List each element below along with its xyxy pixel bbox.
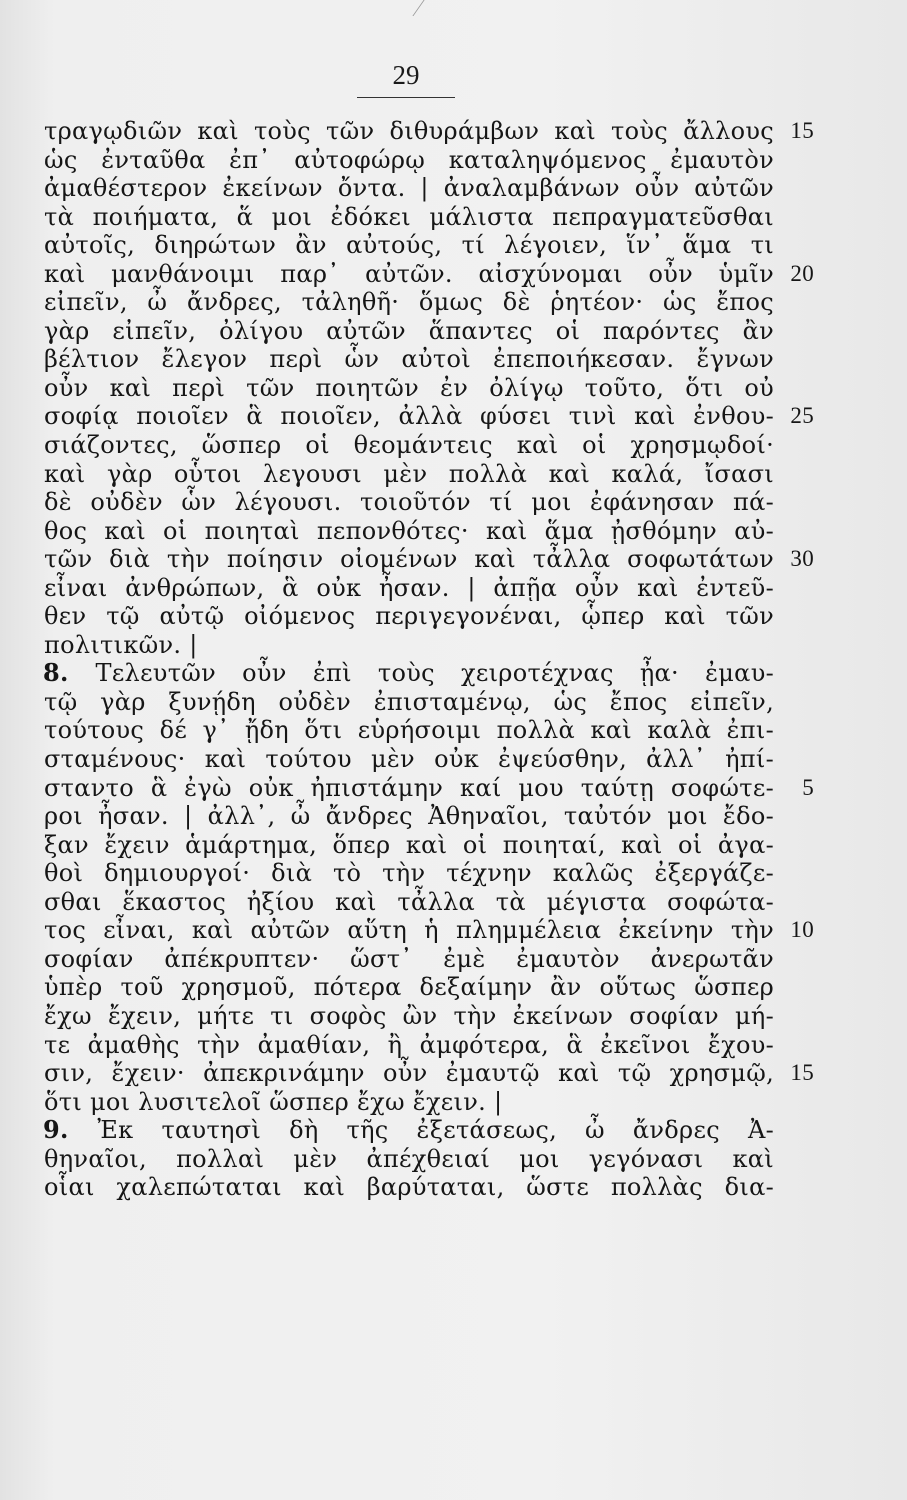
line-text: Ἐκ ταυτησὶ δὴ τῆς ἐξετάσεως, ὦ ἄνδρες Ἀ- xyxy=(97,1116,774,1145)
text-line xyxy=(44,631,814,660)
line-text: αὐτοῖς, διηρώτων ἂν αὐτούς, τί λέγοιεν, ἵν᾽ ἅμα τι xyxy=(44,231,774,260)
text-line xyxy=(44,1145,814,1174)
header-rule xyxy=(357,97,455,98)
text-line xyxy=(44,1002,814,1031)
text-line xyxy=(44,774,814,803)
section-number: 9. xyxy=(43,1115,98,1145)
line-text: σιν, ἔχειν· ἀπεκρινάμην οὖν ἐμαυτῷ καὶ τῷ χρησμῷ, xyxy=(44,1059,774,1088)
line-text: σοφίᾳ ποιοῖεν ἃ ποιοῖεν, ἀλλὰ φύσει τινὶ καὶ ἐνθου- xyxy=(44,402,774,431)
text-line xyxy=(44,916,814,945)
text-line xyxy=(44,288,814,317)
text-line xyxy=(44,659,814,688)
text-line xyxy=(44,1031,814,1060)
text-line xyxy=(44,517,814,546)
text-line xyxy=(44,146,814,175)
text-line xyxy=(44,374,814,403)
line-text: σιάζοντες, ὥσπερ οἱ θεομάντεις καὶ οἱ χρησμῳδοί· xyxy=(44,431,774,460)
text-line xyxy=(44,574,814,603)
line-text: σταμένους· καὶ τούτου μὲν οὐκ ἐψεύσθην, ἀλλ᾽ ἠπί- xyxy=(44,745,774,774)
line-text: ξαν ἔχειν ἁμάρτημα, ὅπερ καὶ οἱ ποιηταί, καὶ οἱ ἀγα- xyxy=(44,830,774,859)
text-line xyxy=(44,345,814,374)
section-number: 8. xyxy=(43,658,96,688)
line-number: 20 xyxy=(790,260,814,286)
page-number: 29 xyxy=(392,60,420,90)
text-line xyxy=(44,1116,814,1145)
line-text: ροι ἦσαν. | ἀλλ᾽, ὦ ἄνδρες Ἀθηναῖοι, ταὐτόν μοι ἔδο- xyxy=(44,802,774,831)
text-line xyxy=(44,745,814,774)
line-text: θοὶ δημιουργοί· διὰ τὸ τὴν τέχνην καλῶς ἐξεργάζε- xyxy=(44,859,774,888)
text-line xyxy=(44,945,814,974)
text-line xyxy=(44,859,814,888)
text-line xyxy=(44,488,814,517)
text-line xyxy=(44,688,814,717)
text-line xyxy=(44,831,814,860)
line-number: 10 xyxy=(790,917,814,943)
text-line xyxy=(44,402,814,431)
text-line xyxy=(44,117,814,146)
text-line xyxy=(44,716,814,745)
line-text: τούτους δέ γ᾽ ᾔδη ὅτι εὑρήσοιμι πολλὰ καὶ καλὰ ἐπι- xyxy=(44,716,774,745)
line-text: σταντο ἃ ἐγὼ οὐκ ἠπιστάμην καί μου ταύτῃ σοφώτε- xyxy=(44,773,774,802)
text-line xyxy=(44,1173,814,1202)
line-number: 5 xyxy=(802,774,814,800)
text-line xyxy=(44,260,814,289)
text-line xyxy=(44,973,814,1002)
line-text: θεν τῷ αὐτῷ οἰόμενος περιγεγονέναι, ᾧπερ καὶ τῶν xyxy=(44,602,774,631)
line-text: τὰ ποιήματα, ἅ μοι ἐδόκει μάλιστα πεπραγματεῦσθαι xyxy=(44,202,774,231)
line-text: εἶναι ἀνθρώπων, ἃ οὐκ ἦσαν. | ἀπῇα οὖν καὶ ἐντεῦ- xyxy=(44,573,774,602)
line-number: 15 xyxy=(790,118,814,143)
scratch-mark xyxy=(412,0,454,16)
text-line xyxy=(44,602,814,631)
text-line xyxy=(44,1088,814,1117)
text-line xyxy=(44,431,814,460)
line-text: ἀμαθέστερον ἐκείνων ὄντα. | ἀναλαμβάνων οὖν αὐτῶν xyxy=(44,174,774,203)
line-text: δὲ οὐδὲν ὧν λέγουσι. τοιοῦτόν τί μοι ἐφάνησαν πά- xyxy=(44,488,774,517)
line-text: οὖν καὶ περὶ τῶν ποιητῶν ἐν ὀλίγῳ τοῦτο, ὅτι οὐ xyxy=(44,373,774,402)
text-line xyxy=(44,460,814,489)
line-text: βέλτιον ἔλεγον περὶ ὧν αὐτοὶ ἐπεποιήκεσαν. ἔγνων xyxy=(44,345,774,374)
line-text: τραγῳδιῶν καὶ τοὺς τῶν διθυράμβων καὶ τοὺς ἄλλους xyxy=(44,117,774,145)
line-text: τῶν διὰ τὴν ποίησιν οἰομένων καὶ τἆλλα σοφωτάτων xyxy=(44,545,774,574)
line-text: τε ἀμαθὴς τὴν ἀμαθίαν, ἢ ἀμφότερα, ἃ ἐκεῖνοι ἔχου- xyxy=(44,1030,774,1059)
line-text: γὰρ εἰπεῖν, ὀλίγου αὐτῶν ἅπαντες οἱ παρόντες ἂν xyxy=(44,316,774,345)
line-text: σθαι ἕκαστος ἠξίου καὶ τἆλλα τὰ μέγιστα σοφώτα- xyxy=(44,887,774,916)
line-number: 25 xyxy=(790,403,814,429)
line-text: θηναῖοι, πολλαὶ μὲν ἀπέχθειαί μοι γεγόνασι καὶ xyxy=(44,1144,774,1173)
line-text: ὅτι μοι λυσιτελοῖ ὥσπερ ἔχω ἔχειν. | xyxy=(44,1087,503,1116)
text-line xyxy=(44,174,814,203)
text-line xyxy=(44,231,814,260)
line-text: οἷαι χαλεπώταται καὶ βαρύταται, ὥστε πολλὰς δια- xyxy=(44,1173,774,1202)
line-text: ὑπὲρ τοῦ χρησμοῦ, πότερα δεξαίμην ἂν οὕτως ὥσπερ xyxy=(44,973,774,1002)
line-number: 30 xyxy=(790,546,814,572)
line-number: 15 xyxy=(790,1060,814,1086)
line-text: τος εἶναι, καὶ αὐτῶν αὕτη ἡ πλημμέλεια ἐκείνην τὴν xyxy=(44,916,774,945)
line-text: ἔχω ἔχειν, μήτε τι σοφὸς ὢν τὴν ἐκείνων σοφίαν μή- xyxy=(44,1001,774,1030)
text-line xyxy=(44,888,814,917)
text-line xyxy=(44,1059,814,1088)
text-line xyxy=(44,317,814,346)
line-text: θος καὶ οἱ ποιηταὶ πεπονθότες· καὶ ἅμα ᾐσθόμην αὐ- xyxy=(44,516,774,545)
line-text: καὶ μανθάνοιμι παρ᾽ αὐτῶν. αἰσχύνομαι οὖν ὑμῖν xyxy=(44,259,774,288)
line-text: εἰπεῖν, ὦ ἄνδρες, τἀληθῆ· ὅμως δὲ ῥητέον· ὡς ἔπος xyxy=(44,288,774,317)
line-text: ὡς ἐνταῦθα ἐπ᾽ αὐτοφώρῳ καταληψόμενος ἐμαυτὸν xyxy=(44,145,774,174)
line-text: σοφίαν ἀπέκρυπτεν· ὥστ᾽ ἐμὲ ἐμαυτὸν ἀνερωτᾶν xyxy=(44,944,774,973)
line-text: Τελευτῶν οὖν ἐπὶ τοὺς χειροτέχνας ᾖα· ἐμαυ- xyxy=(95,659,774,688)
text-line xyxy=(44,545,814,574)
text-line xyxy=(44,203,814,232)
text-line xyxy=(44,802,814,831)
line-text: πολιτικῶν. | xyxy=(44,630,198,659)
line-text: τῷ γὰρ ξυνῄδη οὐδὲν ἐπισταμένῳ, ὡς ἔπος εἰπεῖν, xyxy=(44,687,774,716)
greek-text-body xyxy=(44,117,814,1202)
line-text: καὶ γὰρ οὗτοι λεγουσι μὲν πολλὰ καὶ καλά, ἴσασι xyxy=(44,459,774,488)
